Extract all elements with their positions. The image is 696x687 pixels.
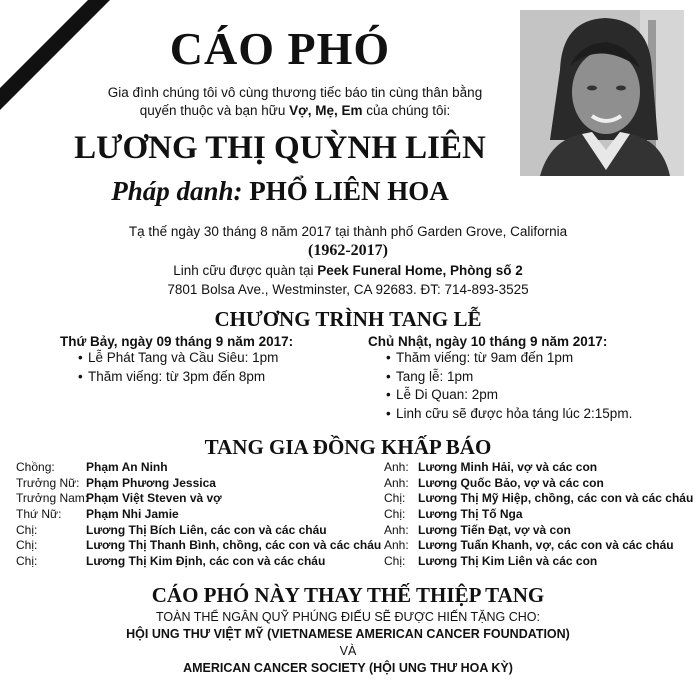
footer-line-4: AMERICAN CANCER SOCIETY (HỘI UNG THƯ HOA KỲ) bbox=[183, 661, 513, 675]
footer-title: CÁO PHÓ NÀY THAY THẾ THIỆP TANG bbox=[151, 583, 545, 607]
family-member: Phạm Nhi Jamie bbox=[86, 507, 179, 522]
dharma-name bbox=[0, 176, 560, 207]
family-row bbox=[384, 554, 692, 570]
family-member: Phạm Phương Jessica bbox=[86, 475, 216, 490]
family-role: Chị: bbox=[384, 491, 406, 506]
day-1-item: • Thăm viếng: từ 3pm đến 8pm bbox=[78, 368, 360, 387]
family-member: Lương Quốc Bảo, vợ và các con bbox=[418, 475, 604, 490]
family-row bbox=[384, 538, 692, 554]
family-role: Trưởng Nam: bbox=[16, 491, 89, 506]
family-role: Anh: bbox=[384, 538, 409, 553]
family-role: Thứ Nữ: bbox=[16, 507, 62, 522]
family-row bbox=[384, 460, 692, 476]
family-role: Anh: bbox=[384, 522, 409, 537]
day-1-heading: Thứ Bảy, ngày 09 tháng 9 năm 2017: bbox=[60, 334, 294, 349]
page-title: CÁO PHÓ bbox=[169, 23, 391, 74]
family-row bbox=[384, 523, 692, 539]
dharma-value: PHỔ LIÊN HOA bbox=[249, 176, 449, 206]
intro-text bbox=[60, 84, 530, 120]
family-row bbox=[384, 476, 692, 492]
family-list-right bbox=[384, 460, 692, 570]
death-line: Tạ thế ngày 30 tháng 8 năm 2017 tại thành phố Garden Grove, California bbox=[128, 224, 568, 239]
day-2-item: • Linh cữu sẽ được hỏa táng lúc 2:15pm. bbox=[386, 405, 688, 424]
day-2-heading: Chủ Nhật, ngày 10 tháng 9 năm 2017: bbox=[368, 334, 608, 349]
family-member: Lương Thị Bích Liên, các con và các cháu bbox=[86, 522, 327, 537]
day-2-list bbox=[386, 349, 688, 423]
family-role: Anh: bbox=[384, 475, 409, 490]
family-title: TANG GIA ĐỒNG KHẤP BÁO bbox=[204, 435, 492, 459]
family-role: Chị: bbox=[16, 554, 38, 569]
intro-relation: Vợ, Mẹ, Em bbox=[289, 103, 363, 118]
family-role: Anh: bbox=[384, 460, 409, 474]
family-row bbox=[16, 554, 386, 570]
funeral-home-prefix: Linh cữu được quàn tại bbox=[173, 263, 318, 278]
funeral-home-name: Peek Funeral Home, Phòng số 2 bbox=[317, 263, 523, 278]
family-member: Lương Thị Kim Định, các con và các cháu bbox=[86, 554, 326, 569]
day-1-list bbox=[78, 349, 360, 386]
family-role: Chị: bbox=[384, 554, 406, 569]
family-role: Trưởng Nữ: bbox=[16, 475, 80, 490]
family-member: Lương Thị Kim Liên và các con bbox=[418, 554, 598, 569]
birth-death-years: (1962-2017) bbox=[308, 242, 388, 259]
family-row bbox=[384, 491, 692, 507]
footer-line-2: HỘI UNG THƯ VIỆT MỸ (VIETNAMESE AMERICAN CANCER FOUNDATION) bbox=[126, 627, 570, 641]
family-row bbox=[16, 523, 386, 539]
footer-line-3: VÀ bbox=[339, 644, 357, 658]
family-row bbox=[384, 507, 692, 523]
program-day-1 bbox=[60, 334, 360, 386]
family-member: Lương Thị Mỹ Hiệp, chồng, các con và các cháu bbox=[418, 491, 694, 506]
dharma-label: Pháp danh: bbox=[111, 176, 243, 206]
family-list-left bbox=[16, 460, 386, 570]
family-row bbox=[16, 460, 386, 476]
intro-line-2 bbox=[60, 102, 530, 120]
day-2-item: • Tang lễ: 1pm bbox=[386, 368, 688, 387]
family-role: Chị: bbox=[384, 507, 406, 522]
family-row bbox=[16, 538, 386, 554]
family-member: Phạm An Ninh bbox=[86, 460, 168, 474]
family-member: Lương Tuấn Khanh, vợ, các con và các cháu bbox=[418, 538, 674, 553]
family-member: Phạm Việt Steven và vợ bbox=[86, 491, 222, 506]
funeral-home-line bbox=[0, 263, 696, 278]
intro-line-2-suffix: của chúng tôi: bbox=[362, 103, 451, 118]
intro-line-1: Gia đình chúng tôi vô cùng thương tiếc báo tin cùng thân bằng bbox=[107, 85, 483, 100]
program-title: CHƯƠNG TRÌNH TANG LỄ bbox=[214, 307, 482, 331]
day-2-item: • Lễ Di Quan: 2pm bbox=[386, 386, 688, 405]
family-member: Lương Thị Thanh Bình, chồng, các con và các cháu bbox=[86, 538, 382, 553]
family-member: Lương Tiến Đạt, vợ và con bbox=[418, 522, 571, 537]
family-role: Chồng: bbox=[16, 460, 55, 474]
family-member: Lương Thị Tố Nga bbox=[418, 507, 523, 522]
family-member: Lương Minh Hải, vợ và các con bbox=[418, 460, 598, 474]
intro-line-2-prefix: quyến thuộc và bạn hữu bbox=[139, 103, 290, 118]
funeral-home-address: 7801 Bolsa Ave., Westminster, CA 92683. ĐT: 714-893-3525 bbox=[167, 282, 529, 297]
family-row bbox=[16, 491, 386, 507]
program-day-2 bbox=[368, 334, 688, 423]
deceased-name: LƯƠNG THỊ QUỲNH LIÊN bbox=[74, 130, 486, 166]
family-role: Chị: bbox=[16, 538, 38, 553]
footer-line-1: TOÀN THỂ NGÂN QUỸ PHÚNG ĐIẾU SẼ ĐƯỢC HIẾN TẶNG CHO: bbox=[156, 610, 540, 624]
family-row bbox=[16, 476, 386, 492]
family-role: Chị: bbox=[16, 522, 38, 537]
family-row bbox=[16, 507, 386, 523]
day-1-item: • Lễ Phát Tang và Cầu Siêu: 1pm bbox=[78, 349, 360, 368]
day-2-item: • Thăm viếng: từ 9am đến 1pm bbox=[386, 349, 688, 368]
